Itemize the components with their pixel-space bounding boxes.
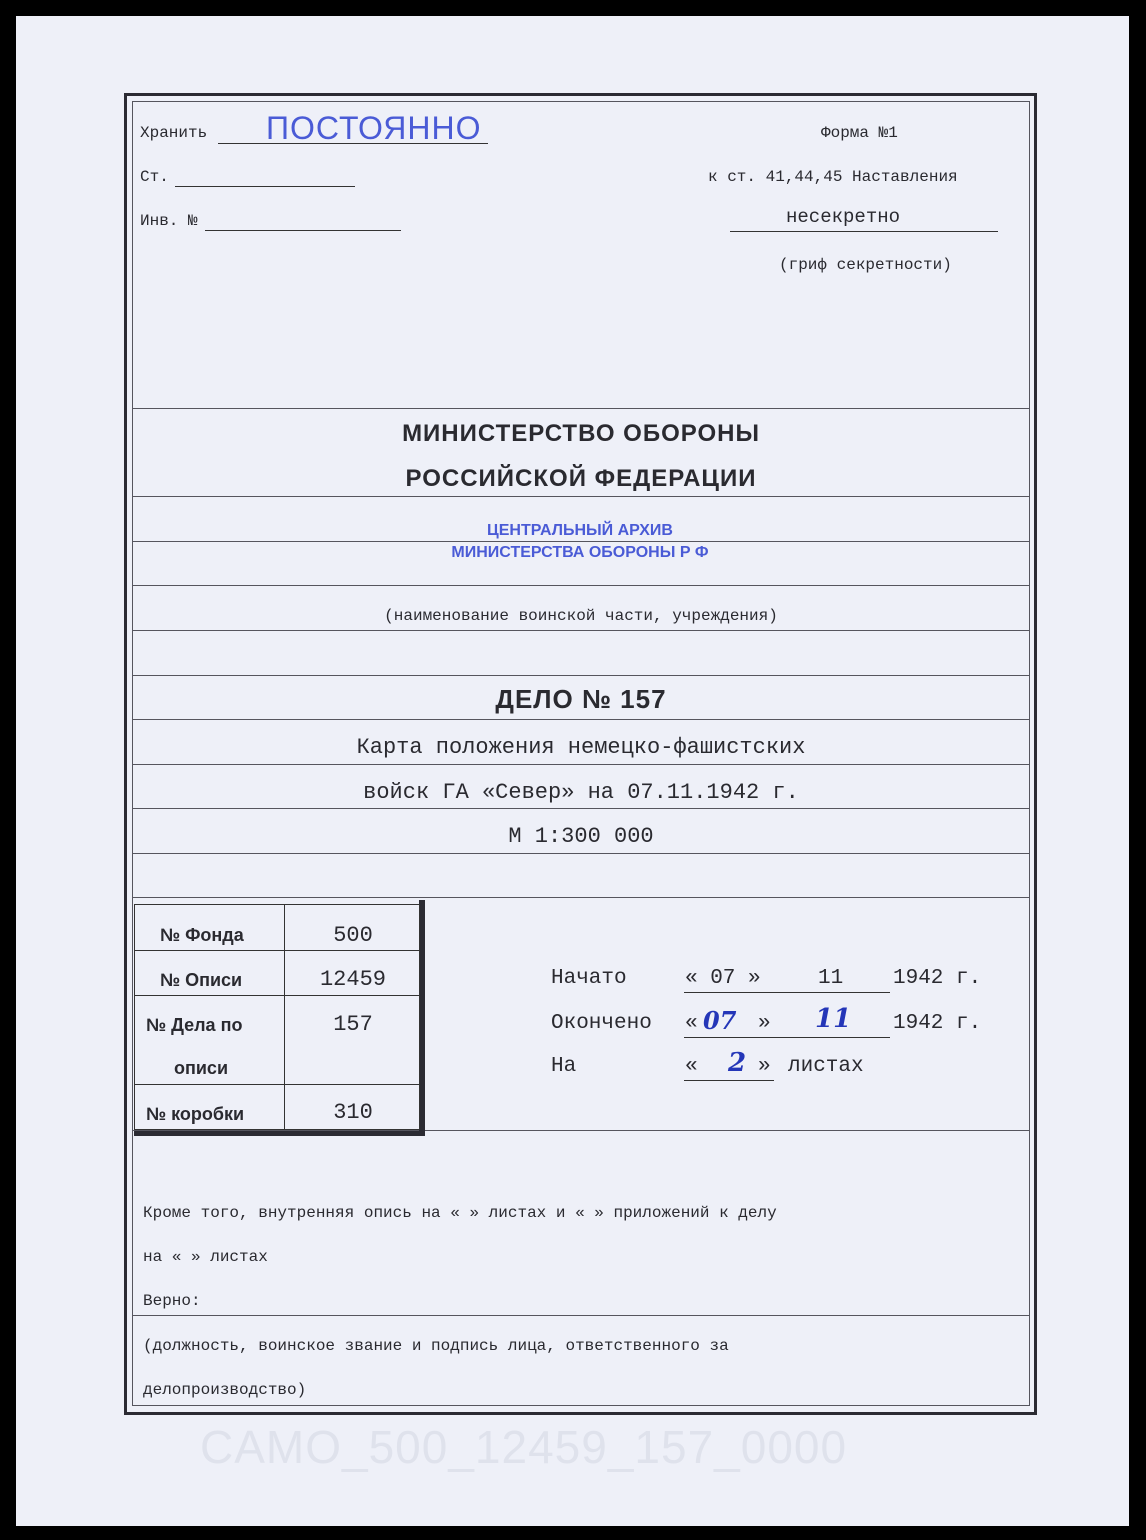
registry-row-divider bbox=[134, 995, 420, 996]
rule bbox=[133, 541, 1029, 542]
sheets-label: На bbox=[551, 1055, 577, 1078]
responsible-caption-line-1: (должность, воинское звание и подпись лица, ответственного за bbox=[143, 1337, 729, 1355]
secrecy-underline bbox=[730, 231, 998, 232]
opis-label: № Описи bbox=[160, 970, 243, 990]
sheets-word: листах bbox=[788, 1055, 864, 1078]
delo-value: 157 bbox=[333, 1012, 373, 1037]
ended-day-close: » bbox=[758, 1012, 771, 1035]
rule bbox=[133, 408, 1029, 409]
ministry-line-1: МИНИСТЕРСТВО ОБОРОНЫ bbox=[402, 420, 760, 447]
case-description-line-2: войск ГА «Север» на 07.11.1942 г. bbox=[363, 780, 799, 805]
sheets-close: » bbox=[758, 1055, 771, 1078]
verified-label: Верно: bbox=[143, 1292, 201, 1310]
ended-underline bbox=[684, 1037, 890, 1038]
registry-row-divider bbox=[134, 950, 420, 951]
sheets-count-handwritten: 2 bbox=[728, 1048, 747, 1078]
internal-inventory-line: Кроме того, внутренняя опись на « » листах и « » приложений к делу bbox=[143, 1204, 777, 1222]
secrecy-caption: (гриф секретности) bbox=[779, 256, 952, 274]
fond-value: 500 bbox=[333, 923, 373, 948]
on-sheets-line: на « » листах bbox=[143, 1248, 268, 1266]
ended-day-handwritten: 07 bbox=[703, 1006, 737, 1035]
rule bbox=[133, 496, 1029, 497]
rule bbox=[133, 897, 1029, 898]
ended-month-handwritten: 11 bbox=[815, 1004, 852, 1034]
unit-caption: (наименование воинской части, учреждения) bbox=[384, 607, 778, 625]
ended-day-open: « bbox=[685, 1012, 698, 1035]
rule bbox=[133, 1315, 1029, 1316]
box-value: 310 bbox=[333, 1100, 373, 1125]
ended-year: 1942 г. bbox=[893, 1012, 982, 1035]
rule bbox=[133, 585, 1029, 586]
rule bbox=[133, 719, 1029, 720]
article-reference: к ст. 41,44,45 Наставления bbox=[708, 168, 958, 186]
box-label: № коробки bbox=[146, 1104, 245, 1124]
archive-watermark: CAMO_500_12459_157_0000 bbox=[200, 1421, 848, 1473]
started-month: 11 bbox=[818, 967, 844, 990]
started-day: « 07 » bbox=[685, 967, 761, 990]
rule bbox=[133, 764, 1029, 765]
started-year: 1942 г. bbox=[893, 967, 982, 990]
archive-stamp-line-1: ЦЕНТРАЛЬНЫЙ АРХИВ bbox=[487, 522, 673, 539]
archive-stamp-line-2: МИНИСТЕРСТВА ОБОРОНЫ Р Ф bbox=[451, 544, 709, 561]
registry-row-divider bbox=[134, 1084, 420, 1085]
form-label: Форма №1 bbox=[821, 124, 898, 142]
st-underline bbox=[175, 186, 355, 187]
rule bbox=[133, 808, 1029, 809]
case-description-line-1: Карта положения немецко-фашистских bbox=[356, 735, 806, 760]
ended-label: Окончено bbox=[551, 1012, 652, 1035]
sheets-underline bbox=[684, 1080, 774, 1081]
case-scale: М 1:300 000 bbox=[508, 824, 654, 849]
delo-label-1: № Дела по bbox=[146, 1015, 243, 1035]
started-label: Начато bbox=[551, 967, 627, 990]
sheets-open: « bbox=[685, 1055, 698, 1078]
responsible-caption-line-2: делопроизводство) bbox=[143, 1381, 307, 1399]
st-label: Ст. bbox=[140, 168, 169, 186]
delo-label-2: описи bbox=[174, 1058, 229, 1078]
keep-label: Хранить bbox=[140, 124, 208, 142]
keep-value-stamp: ПОСТОЯННО bbox=[266, 110, 482, 146]
secrecy-value: несекретно bbox=[786, 206, 901, 228]
rule bbox=[133, 853, 1029, 854]
rule bbox=[133, 630, 1029, 631]
rule bbox=[133, 675, 1029, 676]
ministry-line-2: РОССИЙСКОЙ ФЕДЕРАЦИИ bbox=[405, 465, 757, 492]
inv-label: Инв. № bbox=[140, 212, 198, 230]
fond-label: № Фонда bbox=[160, 925, 244, 945]
registry-table-divider bbox=[284, 904, 285, 1130]
opis-value: 12459 bbox=[319, 967, 386, 992]
case-title: ДЕЛО № 157 bbox=[495, 684, 667, 714]
keep-underline bbox=[218, 143, 488, 144]
started-underline bbox=[684, 992, 890, 993]
inv-underline bbox=[205, 230, 401, 231]
